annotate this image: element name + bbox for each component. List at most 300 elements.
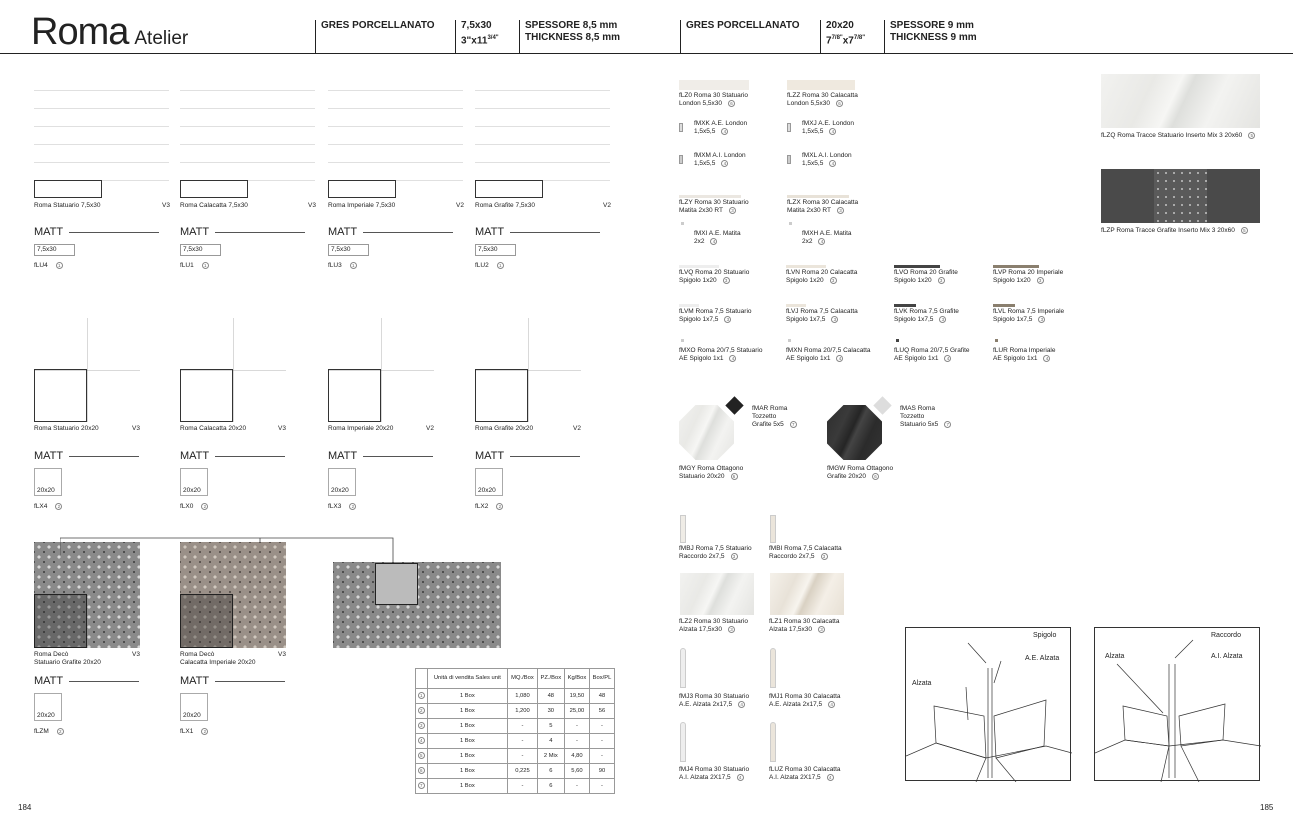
- trim-image: [894, 304, 916, 307]
- sales-unit-icon: 4: [828, 701, 835, 708]
- trim-size-line: [802, 128, 854, 136]
- finish-text: MATT: [180, 450, 210, 462]
- trim-image: [679, 304, 699, 307]
- trim-size-line: [894, 316, 959, 324]
- trim-size: London 5,5x30: [679, 100, 723, 108]
- sales-unit-icon: 6: [418, 767, 425, 774]
- accessory-caption: [679, 545, 752, 561]
- size-box: [180, 693, 208, 721]
- label-ai-alzata: A.I. Alzata: [1211, 653, 1243, 660]
- trim-size-line: [694, 238, 741, 246]
- code-text: fLX0: [180, 503, 194, 511]
- table-cell: -: [564, 734, 589, 749]
- size-box: [475, 468, 503, 496]
- sales-unit-icon: 4: [729, 355, 736, 362]
- finish-label: [34, 226, 159, 239]
- trim-caption: [679, 199, 749, 215]
- table-cell: 1 Box: [427, 689, 508, 704]
- table-cell: -: [589, 779, 614, 794]
- page-number-left: 184: [18, 803, 32, 812]
- trim-image: [995, 339, 998, 342]
- accessory-name: fLUZ Roma 30 Calacatta: [769, 766, 841, 773]
- octagon-name: fMGY Roma Ottagono: [679, 465, 744, 472]
- octagon-caption: [827, 465, 893, 481]
- trim-size-line: [786, 277, 857, 285]
- accessory-caption: [769, 618, 839, 634]
- trim-size: AE Spigolo 1x1: [786, 355, 831, 363]
- table-row: [416, 734, 615, 749]
- table-row: [416, 749, 615, 764]
- table-cell: -: [564, 779, 589, 794]
- accessory-size-line: [679, 774, 749, 782]
- trim-size: AE Spigolo 1x1: [679, 355, 724, 363]
- octagon-image: [679, 405, 734, 460]
- trim-size: Spigolo 1x7,5: [786, 316, 826, 324]
- trim-name: fLZY Roma 30 Statuario: [679, 199, 749, 206]
- brand-title: Roma Atelier: [31, 11, 189, 53]
- sales-unit-icon: 3: [731, 553, 738, 560]
- table-cell: 5: [537, 719, 564, 734]
- tile-image-fLX2: [475, 318, 581, 422]
- finish-label: [328, 450, 433, 463]
- accessory-size: A.I. Alzata 2X17,5: [679, 774, 731, 782]
- trim-name: fMXM A.I. London: [694, 152, 746, 159]
- table-cell: 1 Box: [427, 779, 508, 794]
- trim-size-line: [894, 355, 970, 363]
- octagon-size-line: [679, 473, 743, 481]
- tile-highlight: [34, 594, 87, 648]
- table-cell: [416, 689, 428, 704]
- table-header-3: PZ./Box: [537, 669, 564, 689]
- trim-size-line: [787, 100, 858, 108]
- finish-text: MATT: [475, 450, 505, 462]
- sales-unit-icon: 4: [827, 774, 834, 781]
- finish-rule: [215, 232, 305, 233]
- trim-size: Spigolo 1x20: [679, 277, 717, 285]
- accessory-name: fMJ4 Roma 30 Statuario: [679, 766, 750, 773]
- trim-caption: [787, 92, 858, 108]
- code-text: fLX3: [328, 503, 342, 511]
- sales-unit-icon: 3: [830, 277, 837, 284]
- shade-variation: V3: [308, 202, 316, 209]
- product-code: [328, 262, 357, 269]
- tile-image-fLX3: [328, 318, 434, 422]
- accessory-size: Raccordo 2x7,5: [679, 553, 725, 561]
- octagon-image: [827, 405, 882, 460]
- deco-bracket-lines: [60, 535, 400, 565]
- sales-unit-icon: 3: [1038, 316, 1045, 323]
- tozzetto-line3: [752, 421, 797, 429]
- finish-rule: [69, 232, 159, 233]
- table-cell: -: [508, 734, 537, 749]
- trim-size: Spigolo 1x20: [786, 277, 824, 285]
- trim-size: Spigolo 1x7,5: [894, 316, 934, 324]
- sales-unit-icon: 6: [872, 473, 879, 480]
- finish-label: [180, 450, 285, 463]
- table-cell: 90: [589, 764, 614, 779]
- table-cell: 48: [589, 689, 614, 704]
- tozzetto-caption: [752, 405, 797, 429]
- accessory-name: fMBJ Roma 7,5 Statuario: [679, 545, 752, 552]
- trim-image: [993, 304, 1015, 307]
- trim-name: fMXJ A.E. London: [802, 120, 855, 127]
- sales-unit-icon: 3: [938, 277, 945, 284]
- trim-image: [786, 304, 806, 307]
- table-cell: 19,50: [564, 689, 589, 704]
- trim-caption: [894, 269, 958, 285]
- shade-variation: V2: [573, 425, 581, 432]
- trim-caption: [679, 269, 749, 285]
- table-cell: -: [508, 719, 537, 734]
- table-cell: -: [589, 734, 614, 749]
- accessory-image: [770, 573, 844, 615]
- accessory-size-line: [679, 701, 749, 709]
- table-cell: 2 Mix: [537, 749, 564, 764]
- code-text: fLX4: [34, 503, 48, 511]
- trim-caption: [993, 347, 1056, 363]
- tozzetto-size: Statuario 5x5: [900, 421, 939, 429]
- trim-name: fMXH A.E. Matita: [802, 230, 852, 237]
- trim-size-line: [694, 160, 746, 168]
- accessory-name: fMJ3 Roma 30 Statuario: [679, 693, 750, 700]
- accessory-size: Raccordo 2x7,5: [769, 553, 815, 561]
- finish-text: MATT: [34, 226, 64, 238]
- header-size-left: 7,5x30 $3"x11^{3/4"}$: [455, 20, 519, 54]
- trim-image: [789, 222, 792, 225]
- accessory-caption: [679, 766, 749, 782]
- shade-variation: V3: [132, 651, 140, 658]
- tile-highlight: [328, 369, 381, 422]
- product-code: [475, 262, 504, 269]
- trim-size-line: [894, 277, 958, 285]
- finish-rule: [215, 681, 285, 682]
- sales-unit-icon: 4: [1043, 355, 1050, 362]
- trim-size-line: [787, 207, 858, 215]
- trim-caption: [694, 120, 747, 136]
- tile-name: Roma Statuario 20x20: [34, 425, 99, 432]
- table-cell: -: [589, 719, 614, 734]
- shade-variation: V2: [456, 202, 464, 209]
- trim-size: 1,5x5,5: [802, 128, 824, 136]
- label-spigolo: Spigolo: [1033, 632, 1057, 639]
- trim-name: fMXK A.E. London: [694, 120, 748, 127]
- shade-variation: V2: [426, 425, 434, 432]
- sales-unit-icon: 3: [729, 207, 736, 214]
- sales-unit-icon: 4: [829, 128, 836, 135]
- trim-image: [787, 155, 791, 164]
- insert-statuario-image: [1101, 74, 1260, 128]
- sales-unit-icon: 3: [939, 316, 946, 323]
- trim-image: [786, 265, 826, 268]
- product-code: [180, 262, 209, 269]
- trim-image: [679, 123, 683, 132]
- trim-name: fLZX Roma 30 Calacatta: [787, 199, 859, 206]
- sales-unit-icon: 4: [721, 160, 728, 167]
- table-row: [416, 689, 615, 704]
- accessory-name: fMJ1 Roma 30 Calacatta: [769, 693, 841, 700]
- trim-image: [787, 123, 791, 132]
- tile-highlight: [180, 180, 248, 198]
- trim-size-line: [679, 316, 752, 324]
- label-ae-alzata: A.E. Alzata: [1025, 655, 1060, 662]
- accessory-size: A.I. Alzata 2X17,5: [769, 774, 821, 782]
- sales-unit-icon: 3: [418, 722, 425, 729]
- trim-size: Spigolo 1x20: [993, 277, 1031, 285]
- table-cell: 1 Box: [427, 764, 508, 779]
- sales-unit-icon: 1: [350, 262, 357, 269]
- finish-rule: [69, 681, 139, 682]
- trim-size: 2x2: [694, 238, 705, 246]
- accessory-image: [680, 648, 686, 688]
- sales-unit-icon: 1: [497, 262, 504, 269]
- tozzetto-size: Grafite 5x5: [752, 421, 784, 429]
- tile-image-fLU4: [34, 74, 169, 198]
- trim-caption: [786, 308, 858, 324]
- tile-name: Roma Imperiale 7,5x30: [328, 202, 396, 209]
- table-cell: 1,080: [508, 689, 537, 704]
- trim-image: [681, 222, 684, 225]
- trim-caption: [993, 269, 1063, 285]
- trim-image: [679, 80, 749, 90]
- size-box: [180, 468, 208, 496]
- accessory-size: A.E. Alzata 2x17,5: [769, 701, 823, 709]
- tozzetto-line1: fMAS Roma: [900, 405, 936, 412]
- accessory-size: Alzata 17,5x30: [679, 626, 723, 634]
- table-cell: [416, 704, 428, 719]
- accessory-image: [680, 722, 686, 762]
- sales-unit-icon: 2: [57, 728, 64, 735]
- code-text: fLU4: [34, 262, 48, 270]
- trim-size-line: [786, 355, 871, 363]
- sales-unit-icon: 4: [944, 355, 951, 362]
- accessory-size-line: [679, 626, 748, 634]
- octagon-size: Grafite 20x20: [827, 473, 867, 481]
- code-text: fLU2: [475, 262, 489, 270]
- code-text: fLX2: [475, 503, 489, 511]
- table-cell: 1 Box: [427, 719, 508, 734]
- accessory-caption: [679, 693, 749, 709]
- trim-size: 2x2: [802, 238, 813, 246]
- sales-unit-icon: 7: [944, 421, 951, 428]
- tile-highlight: [34, 180, 102, 198]
- table-cell: 0,225: [508, 764, 537, 779]
- trim-name: fLVK Roma 7,5 Grafite: [894, 308, 959, 315]
- trim-name: fLUQ Roma 20/7,5 Grafite: [894, 347, 970, 354]
- sales-unit-icon: 1: [202, 262, 209, 269]
- trim-image: [896, 339, 899, 342]
- table-cell: [416, 779, 428, 794]
- tile-name-line1: Roma Decò: [180, 651, 215, 658]
- trim-image: [681, 339, 684, 342]
- trim-caption: [679, 92, 748, 108]
- table-row: [416, 779, 615, 794]
- tile-image-fLX0: [180, 318, 286, 422]
- sales-unit-icon: 2: [496, 503, 503, 510]
- tile-highlight: [180, 369, 233, 422]
- size-box: [34, 468, 62, 496]
- tile-name: Roma Grafite 7,5x30: [475, 202, 535, 209]
- tile-name: Roma Grafite 20x20: [475, 425, 534, 432]
- table-header-2: MQ./Box: [508, 669, 537, 689]
- finish-label: [475, 226, 600, 239]
- trim-name: fLVO Roma 20 Grafite: [894, 269, 958, 276]
- finish-rule: [510, 456, 580, 457]
- shade-variation: V3: [162, 202, 170, 209]
- accessory-caption: [769, 693, 841, 709]
- trim-size: Spigolo 1x7,5: [993, 316, 1033, 324]
- accessory-size-line: [769, 774, 841, 782]
- product-code: [475, 503, 503, 510]
- table-cell: 1 Box: [427, 704, 508, 719]
- trim-caption: [694, 230, 741, 246]
- trim-name: fLZ0 Roma 30 Statuario: [679, 92, 749, 99]
- table-cell: 5,60: [564, 764, 589, 779]
- table-cell: 56: [589, 704, 614, 719]
- trim-image: [788, 339, 791, 342]
- size-text: 20x20: [478, 487, 496, 494]
- size-box: 7,5x30: [180, 244, 221, 256]
- sales-unit-icon: 2: [55, 503, 62, 510]
- product-code: [328, 503, 356, 510]
- accessory-image: [770, 722, 776, 762]
- size-box: [328, 468, 356, 496]
- table-cell: 6: [537, 779, 564, 794]
- finish-text: MATT: [34, 675, 64, 687]
- accessory-caption: [679, 618, 748, 634]
- tozzetto-line2: Tozzetto: [900, 413, 925, 420]
- octagon-caption: [679, 465, 743, 481]
- trim-size: AE Spigolo 1x1: [993, 355, 1038, 363]
- sales-unit-icon: 1: [418, 692, 425, 699]
- page-header: [0, 0, 1293, 54]
- trim-image: [679, 265, 719, 268]
- table-cell: -: [508, 779, 537, 794]
- header-size-right: 20x20 $7^{7/8"}x7^{7/8"}$: [820, 20, 884, 54]
- finish-label: [34, 675, 139, 688]
- table-header-5: Box/PL: [589, 669, 614, 689]
- sales-unit-icon: 4: [738, 701, 745, 708]
- finish-rule: [510, 232, 600, 233]
- raccordo-diagram: [1094, 627, 1260, 781]
- trim-caption: [894, 308, 959, 324]
- table-cell: 4: [537, 734, 564, 749]
- size-box: 7,5x30: [328, 244, 369, 256]
- sales-unit-icon: 2: [349, 503, 356, 510]
- sales-unit-icon: 3: [724, 316, 731, 323]
- table-header-1: Unità di vendita Sales unit: [427, 669, 508, 689]
- shade-variation: V3: [278, 425, 286, 432]
- trim-size-line: [694, 128, 747, 136]
- table-row: [416, 704, 615, 719]
- sales-unit-icon: 4: [710, 238, 717, 245]
- sales-unit-icon: 6: [836, 100, 843, 107]
- tile-name: Roma Calacatta 20x20: [180, 425, 247, 432]
- table-cell: 48: [537, 689, 564, 704]
- trim-name: fMXN Roma 20/7,5 Calacatta: [786, 347, 871, 354]
- shade-variation: V3: [132, 425, 140, 432]
- trim-name: fMXL A.I. London: [802, 152, 852, 159]
- trim-size: Matita 2x30 RT: [787, 207, 831, 215]
- trim-caption: [679, 308, 752, 324]
- finish-rule: [363, 456, 433, 457]
- sales-unit-icon: 3: [831, 316, 838, 323]
- sales-unit-icon: 3: [821, 553, 828, 560]
- code-text: fLZM: [34, 728, 49, 736]
- sales-unit-icon: 3: [818, 626, 825, 633]
- table-cell: [416, 749, 428, 764]
- tozzetto-image: [873, 396, 891, 414]
- trim-image: [787, 195, 849, 198]
- trim-image: [993, 265, 1039, 268]
- sales-unit-icon: 2: [201, 503, 208, 510]
- size-text: 20x20: [183, 487, 201, 494]
- insert-grafite-caption: fLZP Roma Tracce Grafite Inserto Mix 3 20x60 5: [1101, 227, 1248, 235]
- trim-image: [679, 195, 741, 198]
- label-alzata: Alzata: [912, 680, 932, 687]
- tile-image-fLU3: [328, 74, 463, 198]
- trim-size-line: [679, 207, 749, 215]
- trim-caption: [786, 269, 857, 285]
- table-cell: -: [564, 719, 589, 734]
- trim-size-line: [679, 355, 762, 363]
- accessory-name: fLZ1 Roma 30 Calacatta: [769, 618, 840, 625]
- product-code: [34, 728, 64, 735]
- tozzetto-line3: [900, 421, 951, 429]
- tile-highlight: [180, 594, 233, 648]
- trim-name: fLVM Roma 7,5 Statuario: [679, 308, 752, 315]
- table-cell: 30: [537, 704, 564, 719]
- trim-name: fLVL Roma 7,5 Imperiale: [993, 308, 1065, 315]
- accessory-image: [680, 573, 754, 615]
- trim-size-line: [679, 277, 749, 285]
- sales-unit-icon: 2: [201, 728, 208, 735]
- trim-size: 1,5x5,5: [694, 128, 716, 136]
- finish-text: MATT: [328, 450, 358, 462]
- label-alzata-2: Alzata: [1105, 653, 1125, 660]
- tile-image-fLU2: [475, 74, 610, 198]
- tile-image-fLX4: [34, 318, 140, 422]
- sales-unit-icon: 7: [418, 782, 425, 789]
- tile-name-line2: Calacatta Imperiale 20x20: [180, 659, 256, 666]
- trim-caption: [787, 199, 858, 215]
- trim-size: 1,5x5,5: [694, 160, 716, 168]
- accessory-image: [680, 515, 686, 543]
- trim-size-line: [993, 355, 1056, 363]
- sales-unit-icon: 3: [1037, 277, 1044, 284]
- tile-name: Roma Calacatta 7,5x30: [180, 202, 248, 209]
- finish-label: [180, 226, 305, 239]
- trim-caption: [694, 152, 746, 168]
- table-row: [416, 719, 615, 734]
- trim-caption: [802, 152, 852, 168]
- trim-size-line: [786, 316, 858, 324]
- label-raccordo: Raccordo: [1211, 632, 1241, 639]
- table-cell: 6: [537, 764, 564, 779]
- sales-unit-icon: 4: [721, 128, 728, 135]
- tile-highlight: [328, 180, 396, 198]
- accessory-size-line: [679, 553, 752, 561]
- size-text: 20x20: [37, 487, 55, 494]
- accessory-caption: [769, 766, 841, 782]
- product-code: [180, 503, 208, 510]
- trim-name: fLVJ Roma 7,5 Calacatta: [786, 308, 858, 315]
- table-cell: [416, 734, 428, 749]
- trim-size: Matita 2x30 RT: [679, 207, 723, 215]
- size-text: 20x20: [331, 487, 349, 494]
- finish-rule: [215, 456, 285, 457]
- tozzetto-line1: fMAR Roma: [752, 405, 788, 412]
- trim-name: fLUR Roma Imperiale: [993, 347, 1056, 354]
